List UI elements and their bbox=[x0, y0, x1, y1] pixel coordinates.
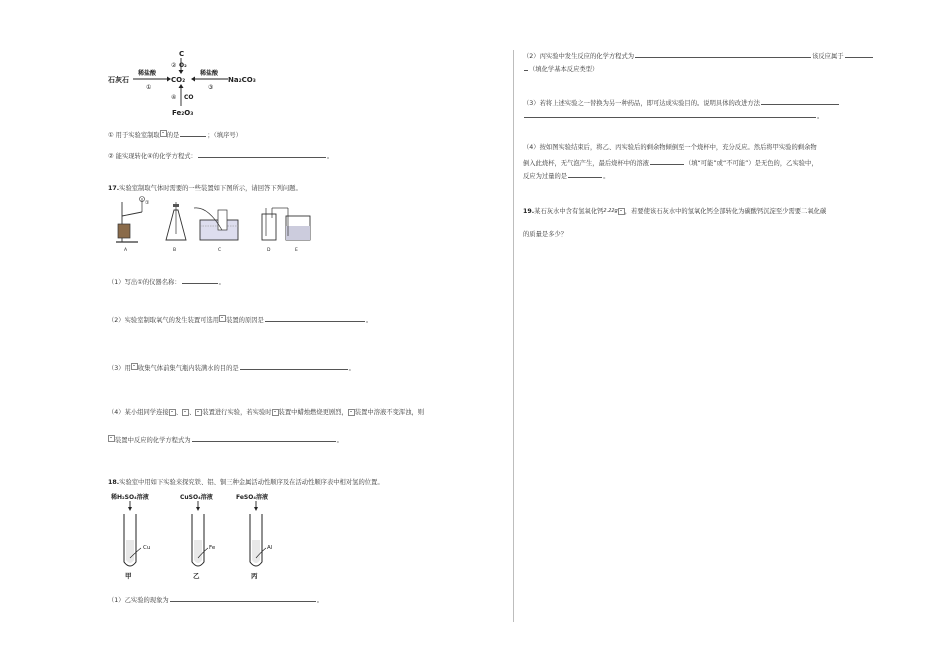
tube-yi bbox=[180, 493, 216, 580]
reaction-scheme-diagram bbox=[108, 48, 268, 120]
q17-stem: 17.实验室制取气体时需要的一些装置如下图所示，请回答下列问题。 bbox=[108, 185, 302, 192]
q17-part-1: （1）写出①的仪器名称： 。 bbox=[108, 276, 225, 287]
tube-bing-name: 丙 bbox=[251, 572, 258, 580]
scheme-o2-label: O₂ bbox=[179, 62, 187, 69]
scheme-fe2o3: Fe₂O₃ bbox=[172, 109, 194, 117]
q19-line-1: 19.某石灰水中含有氢氧化钙$^{2.22g}$ ，若要使该石灰水中的氢氧化钙全部转化为碳酸钙沉淀至少需要二氧化碳 bbox=[523, 208, 827, 215]
q18-part-3-line-2: 。 bbox=[523, 110, 823, 121]
tube-bing-solution: FeSO₄溶液 bbox=[236, 494, 268, 501]
image-placeholder-icon bbox=[219, 315, 226, 322]
image-placeholder-icon bbox=[618, 208, 625, 215]
tube-yi-solution: CuSO₄溶液 bbox=[180, 494, 213, 501]
q18-part-4-line-3: 反应为过量的是 。 bbox=[523, 170, 609, 181]
image-placeholder-icon bbox=[108, 435, 115, 442]
scheme-step-1: ① bbox=[146, 84, 152, 91]
tube-jia bbox=[110, 493, 150, 580]
scheme-na2co3: Na₂CO₃ bbox=[228, 76, 256, 84]
q18-part-4-line-1: （4）按如图实验结束后，将乙、丙实验后的剩余物倾倒至一个烧杯中，充分反应。然后将甲实验的剩余物 bbox=[523, 144, 817, 151]
tube-bing-metal: Al bbox=[267, 545, 273, 551]
q19-line-2: 的质量是多少？ bbox=[523, 231, 568, 238]
image-placeholder-icon bbox=[348, 409, 355, 416]
q17-part-2: （2）实验室制取氧气的发生装置可选用 装置的原因是 。 bbox=[108, 314, 372, 325]
q18-part-2-line-2: （填化学基本反应类型） bbox=[523, 63, 598, 74]
apparatus-label-b: B bbox=[173, 248, 177, 252]
gas-apparatus-diagram bbox=[108, 196, 328, 252]
image-placeholder-icon bbox=[182, 409, 189, 416]
q18-part-3-line-1: （3）若将上述实验之一替换为另一种药品，即可达成实验目的。说明具体的改进方法 bbox=[523, 97, 840, 108]
q18-part-1: （1）乙实验的现象为 。 bbox=[108, 594, 323, 605]
scheme-step-2: ② bbox=[171, 62, 177, 69]
q18-part-2-line-1: （2）丙实验中发生反应的化学方程式为 该反应属于 bbox=[523, 50, 874, 61]
q18-part-4-line-2: 倒入此烧杯，无气泡产生，最后烧杯中的溶液 （填“可能”或“不可能”）是无色的，乙实验中， bbox=[523, 157, 818, 168]
tube-jia-metal: Cu bbox=[143, 545, 151, 551]
apparatus-label-a: A bbox=[124, 248, 128, 252]
apparatus-label-c: C bbox=[218, 248, 222, 252]
tube-jia-solution: 稀H₂SO₄溶液 bbox=[111, 494, 149, 501]
image-placeholder-icon bbox=[195, 409, 202, 416]
scheme-co2: CO₂ bbox=[171, 76, 186, 84]
apparatus-label-e: E bbox=[295, 248, 298, 252]
scheme-acid-1: 稀盐酸 bbox=[138, 70, 157, 77]
q16-part-2: ② 能实现转化④的化学方程式： 。 bbox=[108, 150, 333, 161]
image-placeholder-icon bbox=[131, 363, 138, 370]
tube-yi-name: 乙 bbox=[193, 572, 200, 580]
apparatus-circle-1: ① bbox=[145, 200, 150, 206]
test-tubes-diagram bbox=[108, 490, 308, 582]
image-placeholder-icon bbox=[272, 409, 279, 416]
scheme-step-3: ③ bbox=[208, 84, 214, 91]
q17-part-4-line-1: （4）某小组同学连接 、 、 装置进行实验，若实验时 装置中蜡烛燃烧更剧烈， 装置中溶液不变浑浊，则 bbox=[108, 409, 425, 416]
scheme-step-4: ④ bbox=[171, 94, 177, 101]
apparatus-label-d: D bbox=[267, 248, 271, 252]
image-placeholder-icon bbox=[160, 130, 167, 137]
q17-part-4-line-2: 装置中反应的化学方程式为 。 bbox=[108, 434, 343, 445]
q18-stem: 18.实验室中用如下实验来探究铁、铝、铜三种金属活动性顺序及在活动性顺序表中相对氢的位置。 bbox=[108, 479, 384, 486]
tube-jia-name: 甲 bbox=[125, 572, 132, 580]
scheme-c-label: C bbox=[179, 50, 185, 58]
image-placeholder-icon bbox=[169, 409, 176, 416]
scheme-acid-3: 稀盐酸 bbox=[200, 70, 219, 77]
tube-bing bbox=[236, 493, 273, 580]
column-divider bbox=[513, 50, 514, 622]
tube-yi-metal: Fe bbox=[209, 545, 216, 551]
q17-part-3: （3）用 收集气体前集气瓶内装满水的目的是 。 bbox=[108, 362, 355, 373]
scheme-limestone: 石灰石 bbox=[108, 76, 129, 84]
q16-part-1: ① 用于实验室制取 的是 ；（填序号） bbox=[108, 129, 242, 140]
scheme-co: CO bbox=[184, 94, 194, 101]
